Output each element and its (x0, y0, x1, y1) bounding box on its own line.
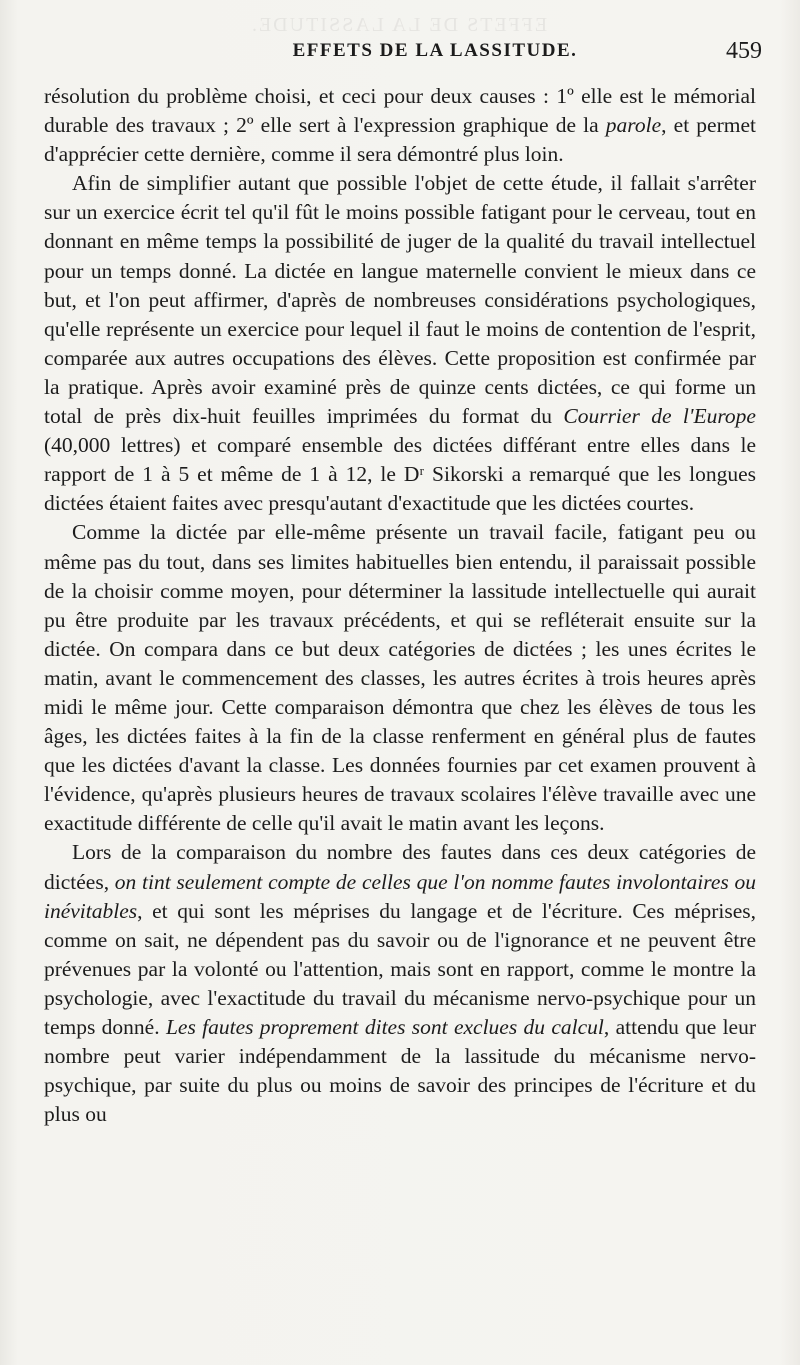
text-run: , et permet d'apprécier cette dernière, comme il sera démontré plus loin. (44, 113, 756, 167)
running-title: EFFETS DE LA LASSITUDE. (292, 40, 578, 61)
page-header (40, 40, 780, 70)
text-run: Comme la dictée par elle-même présente un travail facile, fatigant peu ou même pas du tout, dans ses limites habituelles bien entendu, il paraissait possible de la choisir comme moyen, pour déterminer la lassitude intellectuelle qui aurait pu être produite par les travaux précédents, et qui se refléterait ensuite sur la dictée. On compara dans ce but deux catégories de dictées ; les unes écrites le matin, avant le commencement des classes, les autres écrites à trois heures après midi le même jour. Cette comparaison démontra que chez les élèves de tous les âges, les dictées faites à la fin de la classe renferment en général plus de fautes que les dictées d'avant la classe. Les données fournies par cet examen prouvent à l'évidence, qu'après plusieurs heures de travaux scolaires l'élève travaille avec une exactitude différente de celle qu'il avait le matin avant les leçons. (44, 520, 756, 836)
text-run: Afin de simplifier autant que possible l'objet de cette étude, il fallait s'arrêter sur un exercice écrit tel qu'il fût le moins possible fatigant pour le cerveau, tout en donnant en même temps la possibilité de juger de la qualité du travail intellectuel pour un temps donné. La dictée en langue maternelle convient le mieux dans ce but, et l'on peut affirmer, d'après de nombreuses considérations psychologiques, qu'elle représente un exercice pour lequel il faut le moins de contention de l'esprit, comparée aux autres occupations des élèves. Cette proposition est confirmée par la pratique. Après avoir examiné près de quinze cents dictées, ce qui forme un total de près dix-huit feuilles imprimées du format du (44, 171, 756, 429)
italic-text: parole (605, 113, 662, 138)
text-run: , et qui sont les méprises du langage et de l'écriture. Ces méprises, comme on sait, ne dépendent pas du savoir ou de l'ignorance et ne peuvent être prévenues par la volonté ou l'attention, mais sont en rapport, comme le montre la psychologie, avec l'exactitude du travail du mécanisme nervo-psychique pour un temps donné. (44, 898, 756, 1039)
paragraph (44, 82, 756, 169)
text-run: , attendu que leur nombre peut varier indépendamment de la lassitude du mécanisme nervo-psychique, par suite du plus ou moins de savoir des principes de l'écriture et du plus ou (44, 1015, 757, 1127)
page-number: 459 (726, 38, 762, 64)
show-through-text: EFFETS DE LA LASSITUDE. (250, 14, 548, 36)
italic-text: Les fautes proprement dites sont exclues du calcul (165, 1015, 604, 1039)
italic-text: on tint seulement compte de celles que l'on nomme fautes involontaires ou inévitables (44, 869, 756, 923)
text-run: Lors de la comparaison du nombre des fautes dans ces deux catégories de dictées, (44, 840, 756, 894)
text-run: résolution du problème choisi, et ceci pour deux causes : 1º elle est le mémorial durable des travaux ; 2º elle sert à l'expression graphique de la (44, 84, 756, 138)
italic-text: Courrier de l'Europe (563, 404, 756, 429)
body-text (44, 82, 756, 1129)
paragraph (44, 518, 756, 838)
paragraph (44, 169, 756, 518)
paragraph (44, 838, 756, 1129)
text-run: (40,000 lettres) et comparé ensemble des dictées différant entre elles dans le rapport de 1 à 5 et même de 1 à 12, le Dʳ Sikorski a remarqué que les longues dictées étaient faites avec presqu'autant d'exactitude que les dictées courtes. (44, 433, 756, 516)
